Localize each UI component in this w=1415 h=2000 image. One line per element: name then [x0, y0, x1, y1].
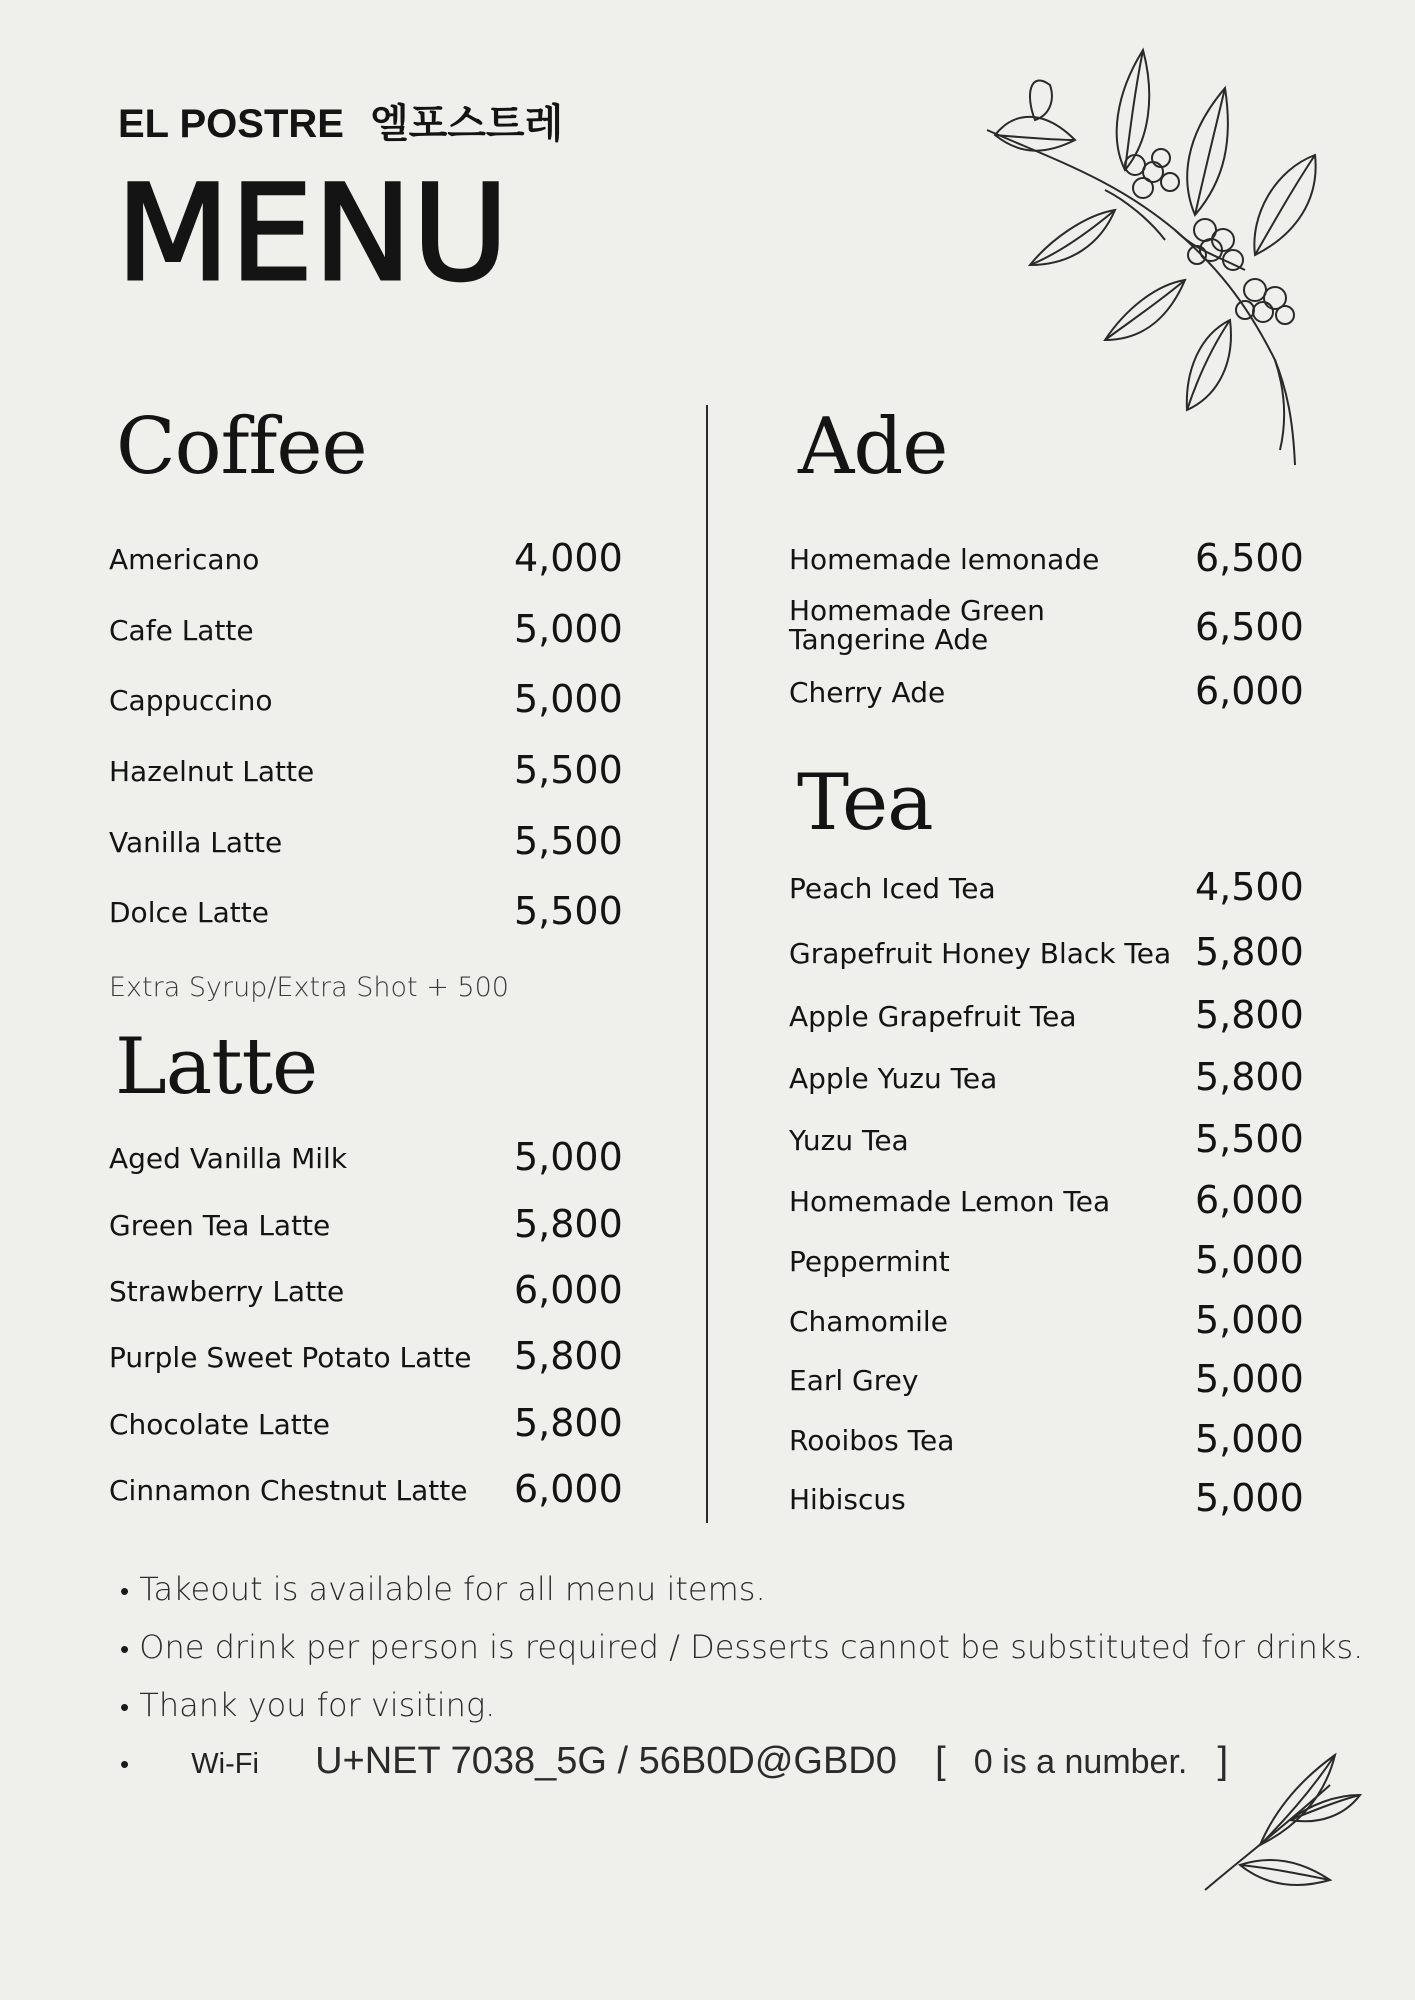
tea-item-price: 5,800 — [1195, 1055, 1304, 1099]
latte-item-name: Chocolate Latte — [109, 1408, 330, 1441]
ade-item-price: 6,500 — [1195, 605, 1304, 649]
coffee-item-name: Dolce Latte — [109, 896, 269, 929]
tea-item-name: Peppermint — [789, 1245, 950, 1278]
coffee-item-price: 4,000 — [514, 536, 623, 580]
wifi-bracket-open: [ — [935, 1740, 946, 1782]
latte-item-price: 5,800 — [514, 1401, 623, 1445]
coffee-item-name: Americano — [109, 543, 260, 576]
latte-item-name: Aged Vanilla Milk — [109, 1142, 348, 1175]
brand-header — [118, 92, 563, 149]
tea-section-title: Tea — [797, 758, 933, 848]
tea-item-price: 5,000 — [1195, 1417, 1304, 1461]
coffee-item-name: Hazelnut Latte — [109, 755, 315, 788]
tea-item-name: Apple Grapefruit Tea — [789, 1000, 1077, 1033]
tea-item-name: Apple Yuzu Tea — [789, 1062, 998, 1095]
tea-item-name: Earl Grey — [789, 1364, 919, 1397]
wifi-bracket-close: ] — [1217, 1740, 1229, 1782]
tea-item-name: Rooibos Tea — [789, 1424, 955, 1457]
brand-name-korean: 엘포스트레 — [369, 102, 564, 146]
tea-item-price: 6,000 — [1195, 1178, 1304, 1222]
ade-item-price: 6,500 — [1195, 536, 1304, 580]
notice-item: • Takeout is available for all menu items. — [120, 1570, 766, 1608]
tea-item-price: 5,000 — [1195, 1238, 1304, 1282]
latte-item-price: 5,000 — [514, 1135, 623, 1179]
column-divider — [706, 405, 708, 1523]
notice-item: • Thank you for visiting. — [120, 1686, 496, 1724]
menu-title: MENU — [116, 157, 509, 311]
tea-item-name: Yuzu Tea — [789, 1124, 909, 1157]
coffee-item-price: 5,500 — [514, 889, 623, 933]
tea-item-price: 5,000 — [1195, 1298, 1304, 1342]
latte-item-price: 6,000 — [514, 1467, 623, 1511]
latte-item-name: Strawberry Latte — [109, 1275, 345, 1308]
tea-item-price: 4,500 — [1195, 865, 1304, 909]
coffee-item-name: Vanilla Latte — [109, 826, 283, 859]
ade-item-name: Cherry Ade — [789, 676, 946, 709]
coffee-item-price: 5,000 — [514, 607, 623, 651]
wifi-network: U+NET 7038_5G / 56B0D@GBD0 — [315, 1740, 897, 1782]
tea-item-name: Grapefruit Honey Black Tea — [789, 937, 1172, 970]
coffee-item-price: 5,000 — [514, 677, 623, 721]
wifi-label: Wi-Fi — [191, 1748, 259, 1780]
tea-item-price: 5,800 — [1195, 993, 1304, 1037]
tea-item-price: 5,500 — [1195, 1117, 1304, 1161]
coffee-item-price: 5,500 — [514, 748, 623, 792]
notice-item: • One drink per person is required / Desserts cannot be substituted for drinks. — [120, 1628, 1364, 1666]
coffee-item-name: Cafe Latte — [109, 614, 254, 647]
coffee-branch-illustration — [975, 40, 1355, 470]
coffee-item-price: 5,500 — [514, 819, 623, 863]
latte-item-name: Purple Sweet Potato Latte — [109, 1341, 472, 1374]
latte-item-name: Green Tea Latte — [109, 1209, 331, 1242]
tea-item-name: Hibiscus — [789, 1483, 906, 1516]
tea-item-price: 5,000 — [1195, 1357, 1304, 1401]
latte-section-title: Latte — [115, 1022, 318, 1112]
brand-name: EL POSTRE — [118, 102, 344, 146]
coffee-item-name: Cappuccino — [109, 684, 273, 717]
latte-item-name: Cinnamon Chestnut Latte — [109, 1474, 468, 1507]
tea-item-name: Peach Iced Tea — [789, 872, 996, 905]
latte-item-price: 5,800 — [514, 1334, 623, 1378]
latte-item-price: 6,000 — [514, 1268, 623, 1312]
tea-item-name: Homemade Lemon Tea — [789, 1185, 1111, 1218]
ade-section-title: Ade — [798, 402, 948, 492]
tea-item-name: Chamomile — [789, 1305, 948, 1338]
ade-item-price: 6,000 — [1195, 669, 1304, 713]
tea-item-price: 5,800 — [1195, 930, 1304, 974]
ade-item-name: Homemade Green Tangerine Ade — [789, 594, 1045, 657]
ade-item-name: Homemade lemonade — [789, 543, 1100, 576]
coffee-section-title: Coffee — [116, 402, 367, 492]
wifi-notice: • Wi-Fi U+NET 7038_5G / 56B0D@GBD0 [ 0 is a number. ] — [120, 1740, 1229, 1782]
wifi-hint: 0 is a number. — [973, 1743, 1188, 1781]
tea-item-price: 5,000 — [1195, 1476, 1304, 1520]
coffee-extra-note: Extra Syrup/Extra Shot + 500 — [109, 972, 509, 1003]
latte-item-price: 5,800 — [514, 1202, 623, 1246]
